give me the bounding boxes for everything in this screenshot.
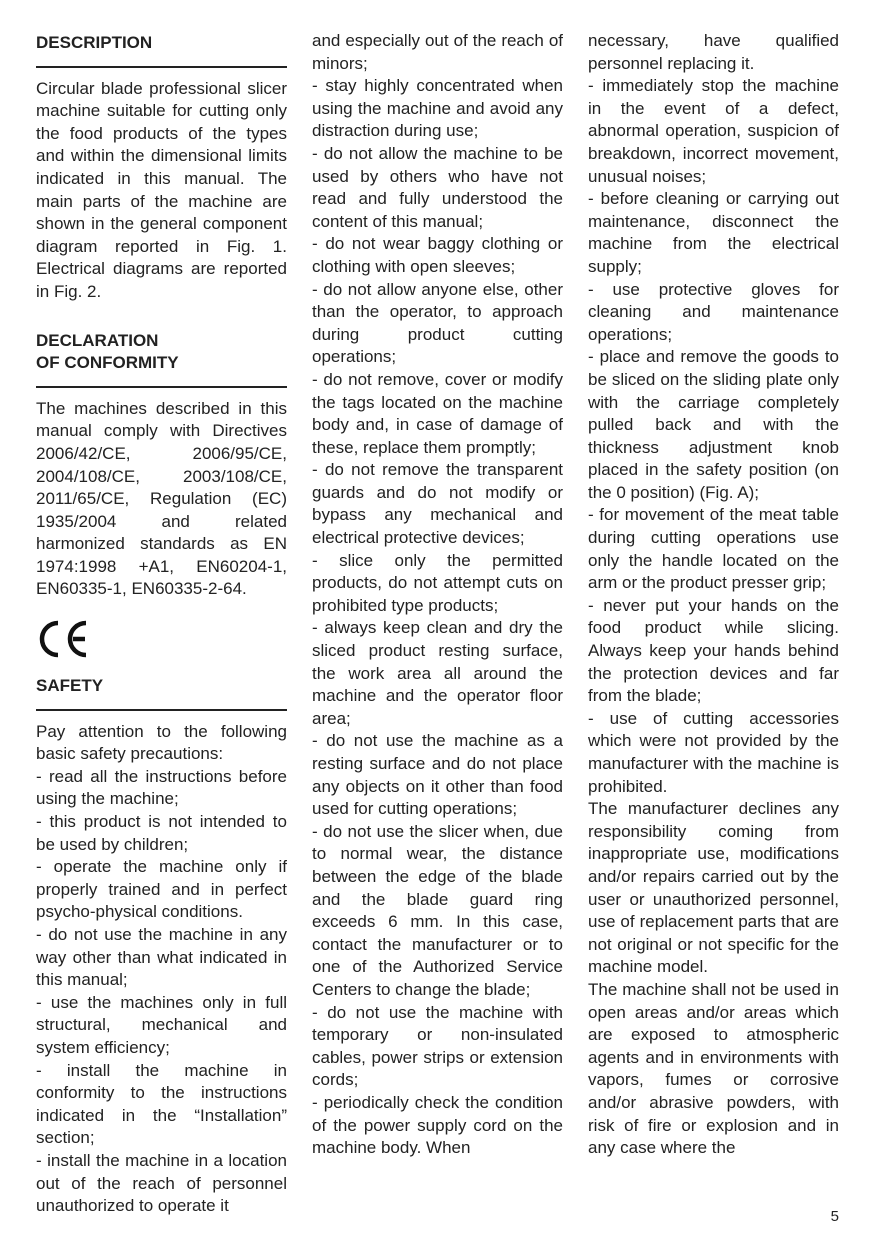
safety-item: - use of cutting accessories which were not provided by the manufacturer with the machine is prohibited. [588,708,839,796]
environment-paragraph: The machine shall not be used in open areas and/or areas which are exposed to atmospheric agents and in environments with vapors, fumes or corrosive and/or abrasive powders, with risk of fire or explosion and in any case where the [588,979,839,1158]
safety-item: - install the machine in a location out of the reach of personnel unauthorized to operate it [36,1150,287,1216]
safety-item: - do not use the machine in any way other than what indicated in this manual; [36,925,287,990]
safety-item: - immediately stop the machine in the event of a defect, abnormal operation, suspicion of breakdown, incorrect movement, unusual noises; [588,76,839,186]
safety-item: - do not use the machine as a resting surface and do not place any objects on it other than food used for cutting operations; [312,731,563,819]
safety-item: - operate the machine only if properly trained and in perfect psycho-physical conditions. [36,857,287,922]
safety-item: - use the machines only in full structural, mechanical and system efficiency; [36,992,287,1057]
safety-item: - use protective gloves for cleaning and maintenance operations; [588,279,839,344]
safety-item: and especially out of the reach of minors; [312,31,563,73]
safety-item: - this product is not intended to be used by children; [36,812,287,854]
conformity-heading [36,330,287,388]
safety-item: - install the machine in conformity to the instructions indicated in the “Installation” section; [36,1060,287,1148]
disclaimer-paragraph: The manufacturer declines any responsibility coming from inappropriate use, modifications and/or repairs carried out by the user or unauthorized personnel, use of replacement parts that are not original or not specific for the machine model. [588,799,839,977]
safety-item: - periodically check the condition of the power supply cord on the machine body. When [312,1092,563,1158]
safety-body [36,721,287,1218]
safety-item: - slice only the permitted products, do not attempt cuts on prohibited type products; [312,550,563,615]
conformity-text: The machines described in this manual comply with Directives 2006/42/CE, 2006/95/CE, 2004/108/CE, 2003/108/CE, 2011/65/CE, Regulation (EC) 1935/2004 and related harmonized standards as EN 1974:1998 +A1, EN60204-1, EN60335-1, EN60335-2-64. [36,398,287,599]
safety-item: - do not allow anyone else, other than the operator, to approach during product cutting operations; [312,279,563,367]
description-text: Circular blade professional slicer machine suitable for cutting only the food products of the types and within the dimensional limits indicated in this manual. The main parts of the machine are shown in the general component diagram reported in Fig. 1. Electrical diagrams are reported in Fig. 2. [36,78,287,301]
column-2 [312,30,563,1160]
safety-item: - stay highly concentrated when using the machine and avoid any distraction during use; [312,76,563,141]
page-number: 5 [830,1208,839,1225]
safety-item: necessary, have qualified personnel replacing it. [588,31,839,73]
conformity-heading-line2: OF CONFORMITY [36,353,179,373]
safety-item: - place and remove the goods to be sliced on the sliding plate only with the carriage completely pulled back and with the thickness adjustment knob placed in the safety position (on the 0 position) (Fig. A); [588,347,839,502]
safety-item: - for movement of the meat table during cutting operations use only the handle located on the arm or the product presser grip; [588,505,839,593]
safety-item: - before cleaning or carrying out maintenance, disconnect the machine from the electrical supply; [588,189,839,276]
safety-item: - read all the instructions before using the machine; [36,766,287,809]
column-1 [36,30,287,1218]
conformity-heading-line1: DECLARATION [36,330,159,350]
safety-item: - always keep clean and dry the sliced product resting surface, the work area all around the machine and the operator floor area; [312,618,563,728]
safety-item: - do not remove, cover or modify the tags located on the machine body and, in case of damage of these, replace them promptly; [312,369,563,457]
safety-item: - do not use the machine with temporary or non-insulated cables, power strips or extension cords; [312,1002,563,1090]
safety-item: - never put your hands on the food product while slicing. Always keep your hands behind the protection devices and far from the blade; [588,595,839,706]
safety-item: - do not allow the machine to be used by others who have not read and fully understood the content of this manual; [312,143,563,231]
safety-item: - do not wear baggy clothing or clothing with open sleeves; [312,234,563,276]
description-heading: DESCRIPTION [36,32,287,68]
column-3 [588,30,839,1160]
ce-mark-icon [36,619,287,659]
safety-heading: SAFETY [36,675,287,711]
safety-intro: Pay attention to the following basic safety precautions: [36,721,287,764]
safety-item: - do not remove the transparent guards and do not modify or bypass any mechanical and electrical protective devices; [312,460,563,548]
safety-item: - do not use the slicer when, due to normal wear, the distance between the edge of the blade and the blade guard ring exceeds 6 mm. In this case, contact the manufacturer or to one of the Authorized Service Centers to change the blade; [312,821,563,999]
